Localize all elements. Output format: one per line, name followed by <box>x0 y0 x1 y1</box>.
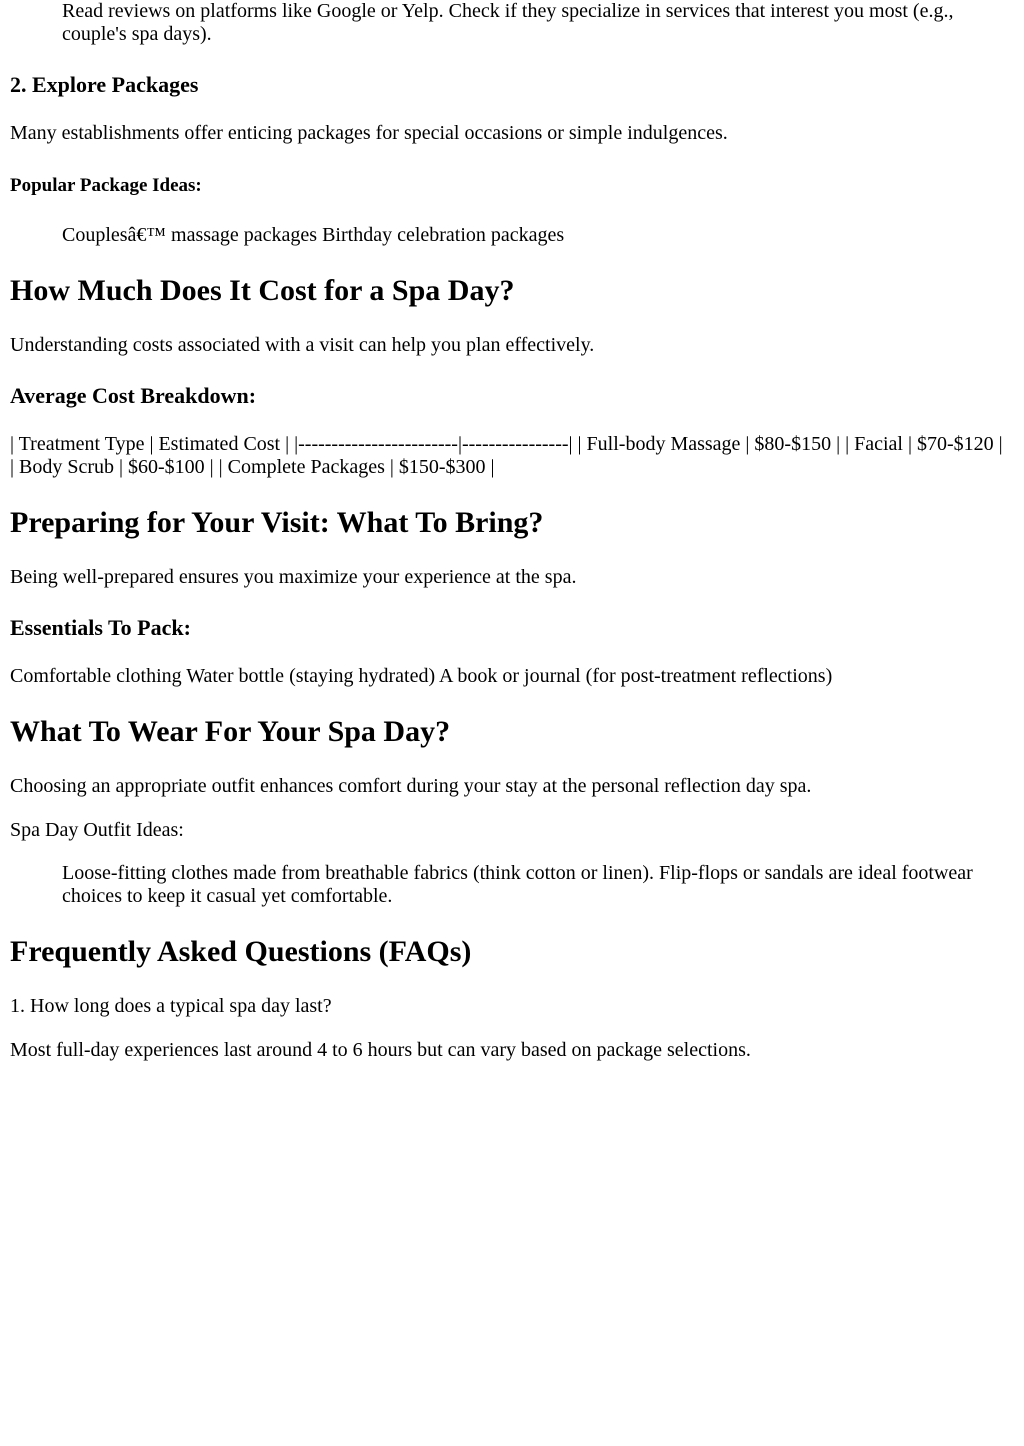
essentials-heading: Essentials To Pack: <box>10 615 191 640</box>
outfit-list: Loose-fitting clothes made from breathable fabrics (think cotton or linen). Flip-flops or sandals are ideal footwear choices to keep it casual yet comfortable. <box>62 862 973 907</box>
cost-breakdown-heading: Average Cost Breakdown: <box>10 383 257 408</box>
popular-packages-heading: Popular Package Ideas: <box>10 175 202 196</box>
wear-text: Choosing an appropriate outfit enhances comfort during your stay at the personal reflection day spa. <box>10 775 812 797</box>
cost-intro-text: Understanding costs associated with a visit can help you plan effectively. <box>10 334 595 356</box>
intro-tip-text: Read reviews on platforms like Google or Yelp. Check if they specialize in services that interest you most (e.g., couple's spa days). <box>62 0 954 45</box>
cost-heading: How Much Does It Cost for a Spa Day? <box>10 274 515 307</box>
faq-heading: Frequently Asked Questions (FAQs) <box>10 935 472 968</box>
faq-question-1: 1. How long does a typical spa day last? <box>10 995 332 1017</box>
faq-answer-1: Most full-day experiences last around 4 to 6 hours but can vary based on package selections. <box>10 1039 751 1061</box>
explore-packages-text: Many establishments offer enticing packages for special occasions or simple indulgences. <box>10 122 728 144</box>
cost-breakdown-table-text: | Treatment Type | Estimated Cost | |------------------------|----------------| | Full-body Massage | $80-$150 | | Facial | $70-$120 | | Body Scrub | $60-$100 | | Complete Packages | $150-$300 | <box>10 433 1003 478</box>
popular-packages-list: Couplesâ€™ massage packages Birthday celebration packages <box>62 224 565 246</box>
wear-heading: What To Wear For Your Spa Day? <box>10 715 451 748</box>
essentials-list: Comfortable clothing Water bottle (staying hydrated) A book or journal (for post-treatment reflections) <box>10 665 833 687</box>
explore-packages-heading: 2. Explore Packages <box>10 72 199 97</box>
prep-heading: Preparing for Your Visit: What To Bring? <box>10 506 544 539</box>
outfit-label: Spa Day Outfit Ideas: <box>10 819 184 841</box>
prep-text: Being well-prepared ensures you maximize your experience at the spa. <box>10 566 577 588</box>
